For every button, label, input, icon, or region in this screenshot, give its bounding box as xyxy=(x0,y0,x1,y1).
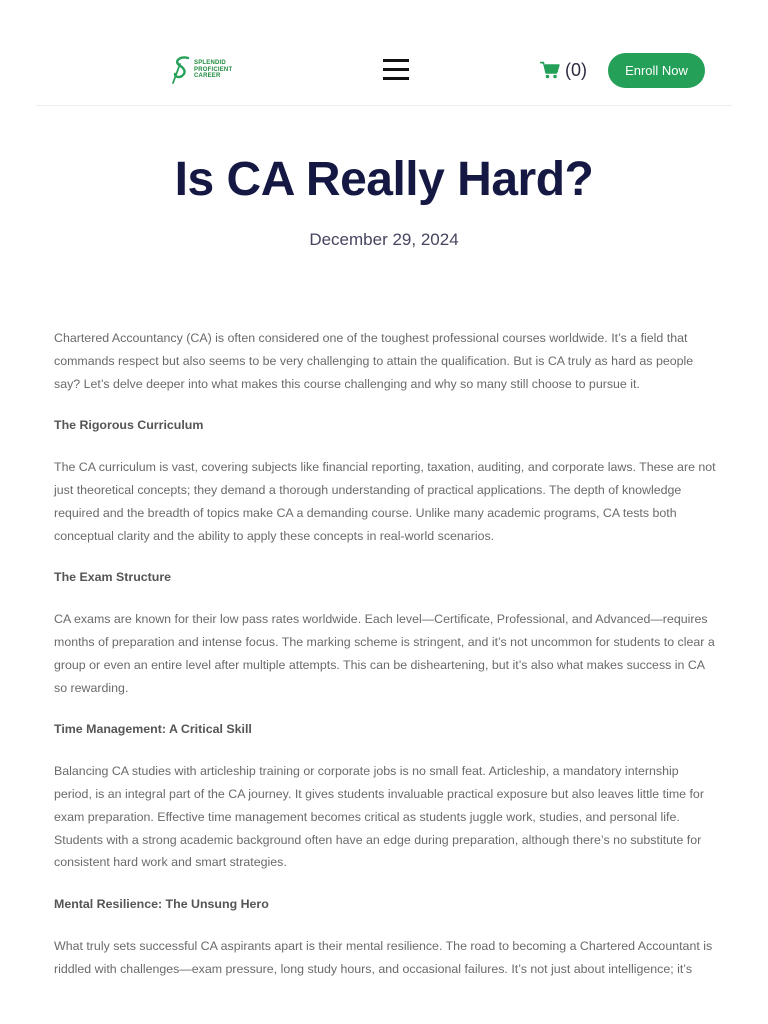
section-paragraph-time-management: Balancing CA studies with articleship training or corporate jobs is no small feat. Articleship, a mandatory internship period, is an integral part of the CA journey. It gives students invaluable practical exposure but also leaves little time for exam preparation. Effective time management becomes critical as students juggle work, studies, and personal life. Students with a strong academic background often have an edge during preparation, although there’s no substitute for consistent hard work and smart strategies. xyxy=(54,764,704,870)
cart-button[interactable] xyxy=(540,57,587,83)
section-heading-time-management: Time Management: A Critical Skill xyxy=(54,722,252,737)
post-date: December 29, 2024 xyxy=(309,230,459,249)
page-title: Is CA Really Hard? xyxy=(174,153,594,206)
shopping-cart-icon xyxy=(540,61,560,79)
menu-toggle-button[interactable] xyxy=(383,59,409,80)
enroll-now-button[interactable]: Enroll Now xyxy=(608,53,705,88)
logo-line-2: PROFICIENT xyxy=(194,66,233,73)
site-header xyxy=(36,0,732,106)
section-heading-curriculum: The Rigorous Curriculum xyxy=(54,418,204,433)
hamburger-line xyxy=(383,68,409,71)
section-heading-mental-resilience: Mental Resilience: The Unsung Hero xyxy=(54,897,269,912)
intro-paragraph: Chartered Accountancy (CA) is often considered one of the toughest professional courses worldwide. It’s a field that commands respect but also seems to be very challenging to attain the qualification. But is CA truly as hard as people say? Let’s delve deeper into what makes this course challenging and why so many still choose to pursue it. xyxy=(54,331,694,391)
hamburger-line xyxy=(383,77,409,80)
logo-mark-icon xyxy=(171,54,193,86)
logo-wordmark xyxy=(194,60,232,80)
section-paragraph-mental-resilience: What truly sets successful CA aspirants apart is their mental resilience. The road to becoming a Chartered Accountant is riddled with challenges—exam pressure, long study hours, and occasional failures. It’s not just about intelligence; it’s xyxy=(54,938,713,976)
site-logo[interactable] xyxy=(171,54,251,86)
article-body xyxy=(54,327,716,1000)
logo-line-3: CAREER xyxy=(194,73,221,80)
section-paragraph-exam-structure: CA exams are known for their low pass rates worldwide. Each level—Certificate, Professional, and Advanced—requires months of preparation and intense focus. The marking scheme is stringent, and it’s not uncommon for students to clear a group or even an entire level after multiple attempts. This can be disheartening, but it’s also what makes success in CA so rewarding. xyxy=(54,612,715,695)
section-heading-exam-structure: The Exam Structure xyxy=(54,570,172,585)
logo-line-1: SPLENDID xyxy=(194,60,226,67)
hamburger-line xyxy=(383,59,409,62)
section-paragraph-curriculum: The CA curriculum is vast, covering subjects like financial reporting, taxation, auditing, and corporate laws. These are not just theoretical concepts; they demand a thorough understanding of practical applications. The depth of knowledge required and the breadth of topics make CA a demanding course. Unlike many academic programs, CA tests both conceptual clarity and the ability to apply these concepts in real-world scenarios. xyxy=(54,460,716,543)
cart-count: (0) xyxy=(565,59,587,80)
